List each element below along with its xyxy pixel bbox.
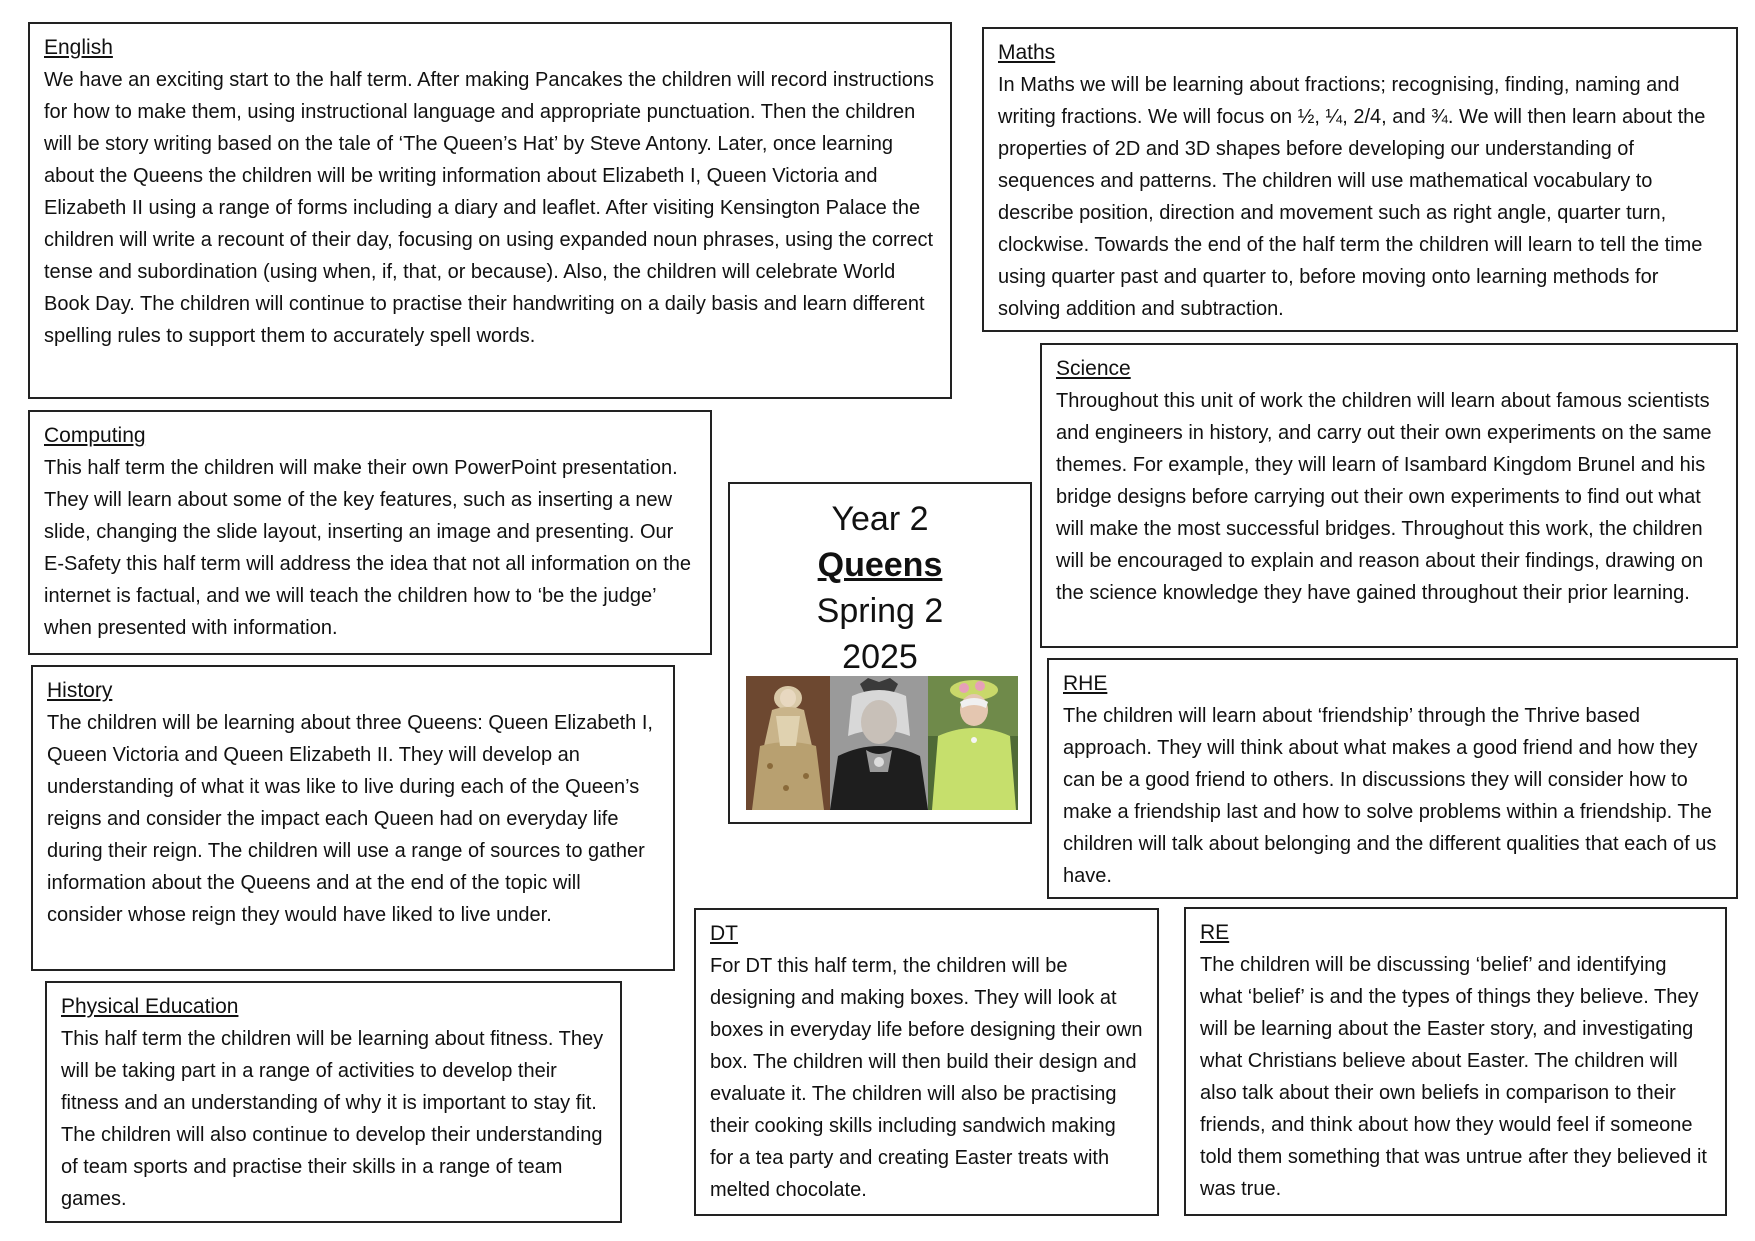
term-label: Spring 2 bbox=[816, 592, 944, 630]
maths-panel bbox=[982, 27, 1738, 332]
rhe-text: The children will learn about ‘friendship’ through the Thrive based approach. They will think about what makes a good friend and how they can be a good friend to others. In discussions they will consider how to make a friendship last and how to solve problems within a friendship. The children will talk about belonging and the different qualities that each of us have. bbox=[1063, 705, 1717, 887]
history-text: The children will be learning about three Queens: Queen Elizabeth I, Queen Victoria and Queen Elizabeth II. They will develop an understanding of what it was like to live during each of the Queen’s reigns and consider the impact each Queen had on everyday life during their reign. The children will use a range of sources to gather information about the Queens and at the end of the topic will consider whose reign they would have liked to live under. bbox=[47, 712, 653, 926]
year-group-label: Year 2 bbox=[831, 500, 929, 538]
physical-education-text: This half term the children will be learning about fitness. They will be taking part in a range of activities to develop their fitness and an understanding of why it is important to stay fit. The children will also continue to develop their understanding of team sports and practise their skills in a range of team games. bbox=[61, 1028, 604, 1210]
english-panel bbox=[28, 22, 952, 399]
year-label: 2025 bbox=[842, 638, 918, 676]
dt-panel bbox=[694, 908, 1159, 1216]
english-text: We have an exciting start to the half term. After making Pancakes the children will record instructions for how to make them, using instructional language and appropriate punctuation. Then the children will be story writing based on the tale of ‘The Queen’s Hat’ by Steve Antony. Later, once learning about the Queens the children will be writing information about Elizabeth I, Queen Victoria and Elizabeth II using a range of forms including a diary and leaflet. After visiting Kensington Palace the children will write a recount of their day, focusing on using expanded noun phrases, using the correct tense and subordination (using when, if, that, or because). Also, the children will celebrate World Book Day. The children will continue to practise their handwriting on a daily basis and learn different spelling rules to support them to accurately spell words. bbox=[44, 69, 935, 347]
re-panel bbox=[1184, 907, 1727, 1216]
physical-education-panel bbox=[45, 981, 622, 1223]
english-title: English bbox=[44, 36, 113, 59]
topic-title-card bbox=[728, 482, 1032, 824]
maths-title: Maths bbox=[998, 41, 1056, 64]
queen-victoria-portrait bbox=[830, 676, 928, 810]
rhe-panel bbox=[1047, 658, 1738, 899]
computing-panel bbox=[28, 410, 712, 655]
queen-elizabeth-i-portrait bbox=[746, 676, 830, 810]
computing-title: Computing bbox=[44, 424, 146, 447]
rhe-title: RHE bbox=[1063, 672, 1108, 695]
science-title: Science bbox=[1056, 357, 1131, 380]
computing-text: This half term the children will make their own PowerPoint presentation. They will learn about some of the key features, such as inserting a new slide, changing the slide layout, inserting an image and presenting. Our E-Safety this half term will address the idea that not all information on the internet is factual, and we will teach the children how to ‘be the judge’ when presented with information. bbox=[44, 457, 692, 639]
topic-name: Queens bbox=[817, 546, 943, 584]
dt-title: DT bbox=[710, 922, 738, 945]
queens-portraits bbox=[746, 676, 1018, 810]
re-title: RE bbox=[1200, 921, 1230, 944]
re-text: The children will be discussing ‘belief’ and identifying what ‘belief’ is and the types of things they believe. They will be learning about the Easter story, and investigating what Christians believe about Easter. The children will also talk about their own beliefs in comparison to their friends, and think about how they would feel if someone told them something that was untrue after they believed it was true. bbox=[1200, 954, 1707, 1200]
history-title: History bbox=[47, 679, 113, 702]
dt-text: For DT this half term, the children will be designing and making boxes. They will look at boxes in everyday life before designing their own box. The children will then build their design and evaluate it. The children will also be practising their cooking skills including sandwich making for a tea party and creating Easter treats with melted chocolate. bbox=[710, 955, 1143, 1201]
physical-education-title: Physical Education bbox=[61, 995, 239, 1018]
history-panel bbox=[31, 665, 675, 971]
science-text: Throughout this unit of work the children will learn about famous scientists and engineers in history, and carry out their own experiments on the same themes. For example, they will learn of Isambard Kingdom Brunel and his bridge designs before carrying out their own experiments to find out what will make the most successful bridges. Throughout this work, the children will be encouraged to explain and reason about their findings, drawing on the science knowledge they have gained throughout their prior learning. bbox=[1056, 390, 1712, 604]
maths-text: In Maths we will be learning about fractions; recognising, finding, naming and writing fractions. We will focus on ½, ¼, 2/4, and ¾. We will then learn about the properties of 2D and 3D shapes before developing our understanding of sequences and patterns. The children will use mathematical vocabulary to describe position, direction and movement such as right angle, quarter turn, clockwise. Towards the end of the half term the children will learn to tell the time using quarter past and quarter to, before moving onto learning methods for solving addition and subtraction. bbox=[998, 74, 1706, 320]
queen-elizabeth-ii-portrait bbox=[928, 676, 1018, 810]
science-panel bbox=[1040, 343, 1738, 648]
